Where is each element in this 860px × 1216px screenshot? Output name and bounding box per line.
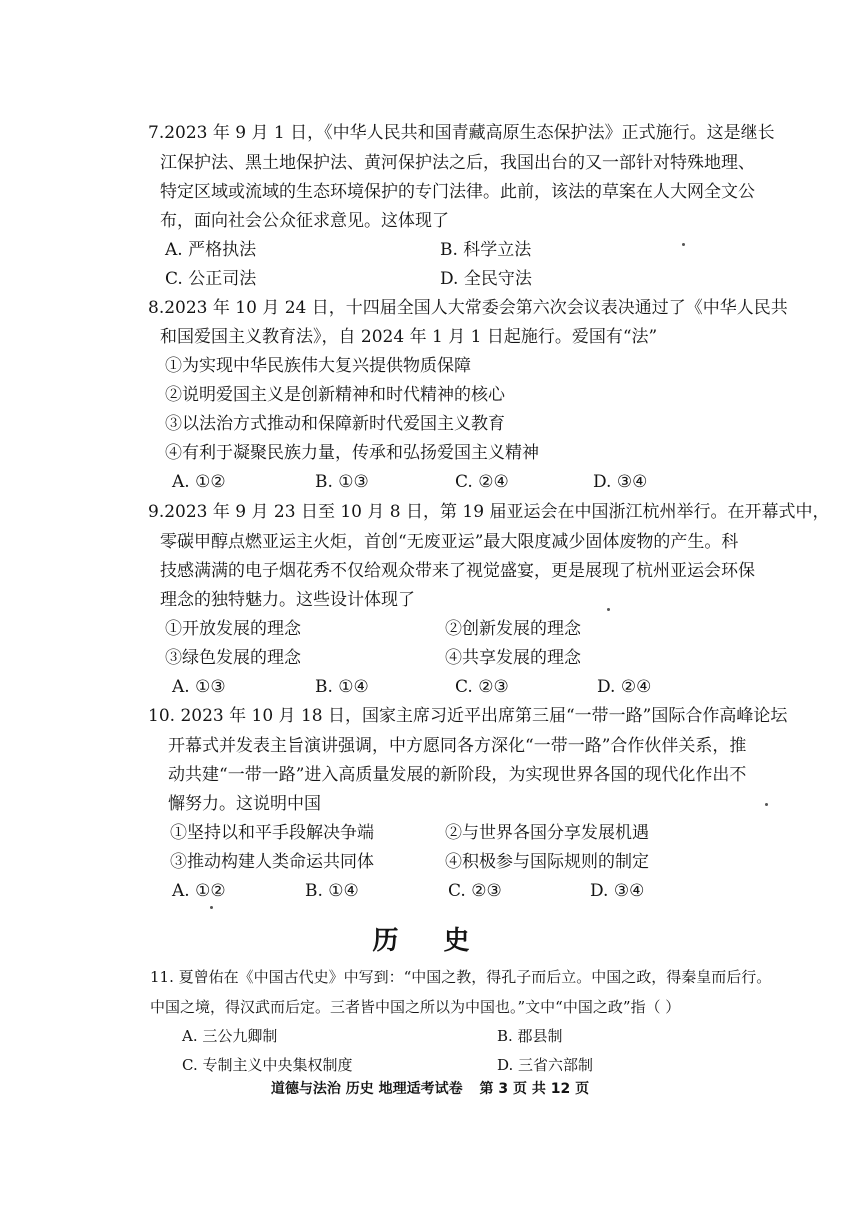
q10-option-d: D. ③④: [590, 881, 645, 901]
q8-statement-1: ①为实现中华民族伟大复兴提供物质保障: [165, 356, 471, 376]
q9-option-d: D. ②④: [597, 677, 652, 697]
q11-option-a: A. 三公九卿制: [182, 1027, 278, 1045]
q9-line-2: 零碳甲醇点燃亚运主火炬，首创“无废亚运”最大限度减少固体废物的产生。科: [160, 532, 739, 552]
page-footer: [0, 1078, 860, 1098]
scan-speck: [210, 906, 213, 909]
q10-statement-4: ④积极参与国际规则的制定: [445, 852, 649, 872]
scan-speck: [607, 608, 610, 611]
q8-option-a: A. ①②: [172, 472, 226, 492]
q10-option-b: B. ①④: [305, 881, 359, 901]
q10-line-1: 10. 2023 年 10 月 18 日，国家主席习近平出席第三届“一带一路”国际合作高峰论坛: [148, 706, 788, 726]
q10-line-3: 动共建“一带一路”进入高质量发展的新阶段，为实现世界各国的现代化作出不: [168, 765, 747, 785]
section-title-history: 历 史: [372, 926, 488, 956]
q10-line-2: 开幕式并发表主旨演讲强调，中方愿同各方深化“一带一路”合作伙伴关系，推: [168, 736, 747, 756]
q11-option-c: C. 专制主义中央集权制度: [182, 1056, 353, 1074]
q10-line-4: 懈努力。这说明中国: [168, 794, 321, 814]
q7-line-3: 特定区域或流域的生态环境保护的专门法律。此前，该法的草案在人大网全文公: [160, 182, 755, 202]
q11-line-1: 11. 夏曾佑在《中国古代史》中写到：“中国之教，得孔子而后立。中国之政，得秦皇而后行。: [150, 968, 772, 986]
q7-option-c: C. 公正司法: [165, 269, 257, 289]
q10-option-c: C. ②③: [448, 881, 502, 901]
q9-statement-1: ①开放发展的理念: [165, 619, 301, 639]
q9-statement-4: ④共享发展的理念: [445, 648, 581, 668]
q7-line-4: 布，面向社会公众征求意见。这体现了: [160, 211, 449, 231]
q7-option-d: D. 全民守法: [440, 269, 532, 289]
scan-speck: [765, 803, 768, 806]
q8-option-d: D. ③④: [593, 472, 648, 492]
q9-line-3: 技感满满的电子烟花秀不仅给观众带来了视觉盛宴，更是展现了杭州亚运会环保: [160, 561, 755, 581]
q11-option-d: D. 三省六部制: [497, 1056, 594, 1074]
q9-option-c: C. ②③: [455, 677, 509, 697]
q11-line-2: 中国之境，得汉武而后定。三者皆中国之所以为中国也。”文中“中国之政”指（ ）: [150, 998, 681, 1016]
q10-statement-2: ②与世界各国分享发展机遇: [445, 823, 649, 843]
q9-option-a: A. ①③: [172, 677, 226, 697]
q9-line-4: 理念的独特魅力。这些设计体现了: [160, 590, 415, 610]
q8-line-1: 8.2023 年 10 月 24 日，十四届全国人大常委会第六次会议表决通过了《中华人民共: [148, 298, 788, 318]
q10-statement-1: ①坚持以和平手段解决争端: [170, 823, 374, 843]
q11-option-b: B. 郡县制: [497, 1027, 563, 1045]
q9-statement-2: ②创新发展的理念: [445, 619, 581, 639]
q7-option-b: B. 科学立法: [440, 240, 532, 260]
q10-statement-3: ③推动构建人类命运共同体: [170, 852, 374, 872]
q7-line-2: 江保护法、黑土地保护法、黄河保护法之后，我国出台的又一部针对特殊地理、: [160, 153, 755, 173]
q8-option-c: C. ②④: [455, 472, 509, 492]
q7-option-a: A. 严格执法: [165, 240, 257, 260]
q8-statement-4: ④有利于凝聚民族力量，传承和弘扬爱国主义精神: [165, 443, 539, 463]
q7-line-1: 7.2023 年 9 月 1 日，《中华人民共和国青藏高原生态保护法》正式施行。这是继长: [148, 123, 775, 143]
q8-line-2: 和国爱国主义教育法》，自 2024 年 1 月 1 日起施行。爱国有“法”: [160, 327, 658, 347]
q9-statement-3: ③绿色发展的理念: [165, 648, 301, 668]
footer-exam-name: 道德与法治 历史 地理适考试卷: [270, 1081, 463, 1097]
q8-statement-3: ③以法治方式推动和保障新时代爱国主义教育: [165, 414, 505, 434]
scan-speck: [682, 243, 685, 246]
q9-option-b: B. ①④: [315, 677, 369, 697]
q8-option-b: B. ①③: [315, 472, 369, 492]
q10-option-a: A. ①②: [172, 881, 226, 901]
footer-page-number: 第 3 页 共 12 页: [479, 1081, 590, 1097]
q8-statement-2: ②说明爱国主义是创新精神和时代精神的核心: [165, 385, 505, 405]
q9-line-1: 9.2023 年 9 月 23 日至 10 月 8 日，第 19 届亚运会在中国浙江杭州举行。在开幕式中，: [148, 502, 830, 522]
